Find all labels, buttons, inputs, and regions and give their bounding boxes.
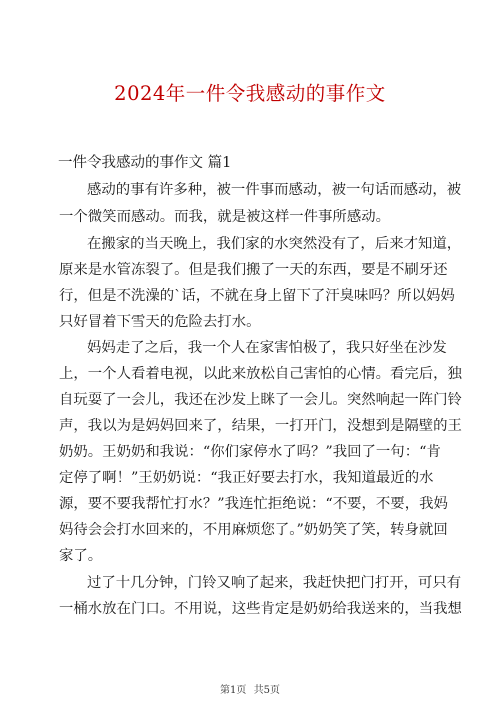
- body-line: 只好冒着下雪天的危险去打水。: [59, 314, 261, 330]
- body-line: 妈待会会打水回来的，不用麻烦您了。”奶奶笑了笑，转身就回: [59, 522, 448, 538]
- page-footer: [0, 681, 500, 696]
- body-line: 源，要不要我帮忙打水？”我连忙拒绝说：“不要，不要，我妈: [59, 496, 448, 512]
- body-line: 一桶水放在门口。不用说，这些肯定是奶奶给我送来的，当我想: [59, 601, 462, 617]
- body-line: 上，一个人看着电视，以此来放松自己害怕的心情。看完后，独: [59, 366, 462, 382]
- body-line: 声，我以为是妈妈回来了，结果，一打开门，没想到是隔壁的王: [59, 418, 462, 434]
- body-line: 家了。: [59, 548, 103, 564]
- body-line: 过了十几分钟，门铃又响了起来，我赶快把门打开，可只有: [87, 575, 462, 591]
- page-total: 共5页: [253, 685, 280, 696]
- body-line: 原来是水管冻裂了。但是我们搬了一天的东西，要是不刷牙还: [59, 262, 448, 278]
- document-title: 2024年一件令我感动的事作文: [114, 82, 386, 105]
- body-line: 自玩耍了一会儿，我还在沙发上眯了一会儿。突然响起一阵门铃: [59, 392, 462, 408]
- body-line: 一个微笑而感动。而我，就是被这样一件事所感动。: [59, 209, 390, 225]
- section-heading: 一件令我感动的事作文 篇1: [58, 155, 232, 171]
- page-number: 第1页: [220, 685, 247, 696]
- body-line: 定停了啊！”王奶奶说：“我正好要去打水，我知道最近的水: [59, 470, 434, 486]
- body-line: 行，但是不洗澡的`话，不就在身上留下了汗臭味吗？所以妈妈: [59, 288, 455, 304]
- body-line: 在搬家的当天晚上，我们家的水突然没有了，后来才知道，: [87, 236, 462, 252]
- body-line: 妈妈走了之后，我一个人在家害怕极了，我只好坐在沙发: [87, 340, 447, 356]
- body-line: 感动的事有许多种，被一件事而感动，被一句话而感动，被: [87, 182, 462, 198]
- body-line: 奶奶。王奶奶和我说：“你们家停水了吗？”我回了一句：“肯: [59, 444, 441, 460]
